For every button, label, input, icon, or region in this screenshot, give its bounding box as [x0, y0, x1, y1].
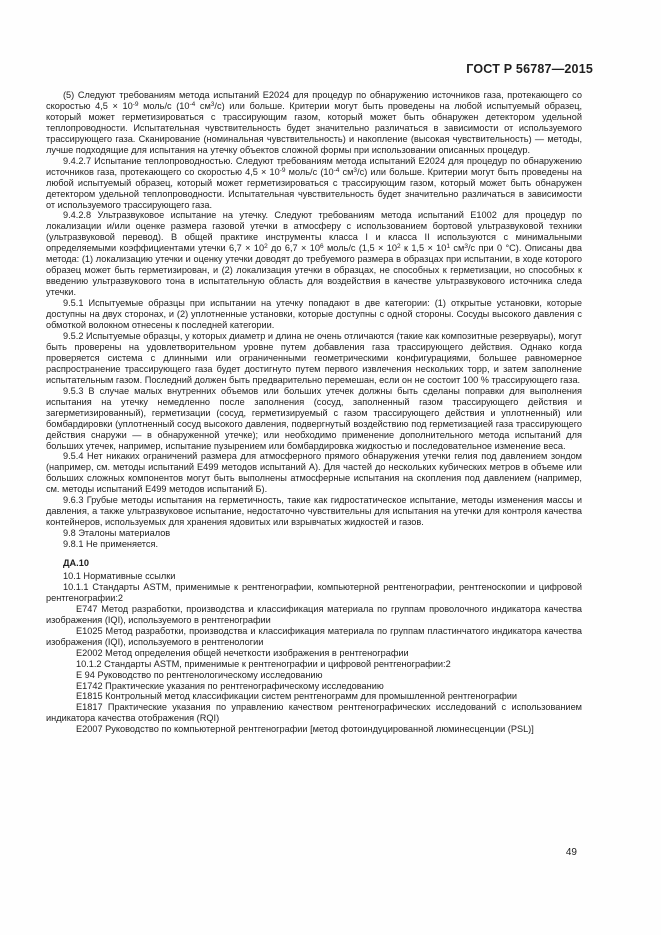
section-heading: ДА.10 — [63, 558, 89, 569]
reference-entry: Е747 Метод разработки, производства и классификация материала по группам проволочного индикатора качества изображения (IQI), используемого в рентгенографии — [46, 603, 582, 625]
reference-entry: Е2002 Метод определения общей нечеткости изображения в рентгенографии — [76, 647, 409, 658]
page-number: 49 — [565, 847, 577, 858]
paragraph: 9.4.2.8 Ультразвуковое испытание на утечку. Следуют требованиям метода испытаний Е1002 для процедур по локализации и/или оценке размера газовой утечки в атмосферу с использованием бортовой ультразвуковой техники (ультразвуковой перевод). В общей практике инструменты класса I и класса II используются с минимальными определяемыми коэффициентами утечки $6,7 \times 10^2$ до $6,7 \times 10^6$ моль/с ($1,5 \times 10^2$ к $1,5 \times 10^1$ $см^3/с$ при 0 °C). Описаны два метода: (1) локализацию утечки и оценку утечки доводят до требуемого размера в образцах при испытании, в ходе которого образец может быть герметизирован, и (2) локализация утечки в образцах, не способных к герметизации, но способных к введению ультразвукового тона в испытательную область для воздействия в качестве ультразвукового источника следа утечки. — [46, 210, 582, 298]
paragraph: 9.5.1 Испытуемые образцы при испытании на утечку попадают в две категории: (1) открытые установки, которые доступны на двух сторонах, и (2) уплотненные установки, которые доступны с одной стороны. Сосуды высокого давления с обмоткой волокном отнесены к последней категории. — [46, 298, 582, 331]
paragraph: 9.8.1 Не применяется. — [63, 539, 159, 550]
document-body — [46, 90, 582, 735]
paragraph: 10.1 Нормативные ссылки — [63, 570, 176, 581]
paragraph: 9.5.4 Нет никаких ограничений размера для атмосферного прямого обнаружения утечки гелия под давлением зондом (например, см. методы испытаний Е499 методов испытаний А). Для частей до нескольких кубических метров в объеме или больших сложных компонентов могут быть выполнены атмосферные испытания на скопления под давлением (например, см. методы испытаний Е499 методов испытаний Б). — [46, 451, 582, 495]
paragraph: 9.4.2.7 Испытание теплопроводностью. Следуют требованиям метода испытаний Е2024 для процедур по обнаружению источников газа, протекающего со скоростью $4,5 \times 10^{-9}$ моль/с ($10^{-4}$ $см^3/с$) или больше. Критерии могут быть проведены на любой испытуемый образец, который может герметизироваться с трассирующим газом, который может быть обнаружен детектором удельной теплопроводности. Испытательная чувствительность будет значительно различаться в зависимости от используемого трассирующего газа. — [46, 155, 582, 210]
reference-entry: Е 94 Руководство по рентгенологическому исследованию — [76, 669, 323, 680]
reference-entry: Е1742 Практические указания по рентгенографическому исследованию — [76, 680, 384, 691]
paragraph: 10.1.1 Стандарты ASTM, применимые к рентгенографии, компьютерной рентгенографии, рентгеноскопии и цифровой рентгенографии:2 — [46, 581, 582, 603]
paragraph: 9.8 Эталоны материалов — [63, 528, 171, 539]
reference-entry: Е1815 Контрольный метод классификации систем рентгенограмм для промышленной рентгенографии — [76, 691, 518, 702]
reference-entry: Е1025 Метод разработки, производства и классификация материала по группам пластинчатого индикатора качества изображения (IQI), используемого в рентгенологии — [46, 625, 582, 647]
paragraph: 9.5.2 Испытуемые образцы, у которых диаметр и длина не очень отличаются (такие как композитные резервуары), могут быть проверены на удовлетворительном уровне путем добавления газа трассирующего действия. Однако когда проверяется система с длинными или ограниченными геометрическими конфигурациями, большее равномерное распространение трассирующего газа будет достигнуто путем первого извлечения нескольких торр, и затем заполнение испытательным газом. Последний должен быть предварительно перемешан, если он не состоит 100 % трассирующего газа. — [46, 330, 582, 385]
paragraph: 9.6.3 Грубые методы испытания на герметичность, такие как гидростатическое испытание, методы изменения массы и давления, а также ультразвуковое испытание, недостаточно чувствительны для испытания на утечки для контроля качества контейнеров, используемых для хранения ядовитых или взрывчатых жидкостей и газов. — [46, 495, 582, 528]
reference-entry: 10.1.2 Стандарты ASTM, применимые к рентгенографии и цифровой рентгенографии:2 — [76, 658, 451, 669]
paragraph: 9.5.3 В случае малых внутренних объемов или больших утечек должны быть сделаны поправки для выполнения испытания на утечку немедленно после заполнения (сосуд, заполненный газом трассирующего действия и загерметизированный), герметизации (сосуд, герметизируемый с газом трассирующего действия и уплотненный) или бомбардировки (уплотненный сосуд высокого давления, подвергнутый воздействию под герметизацией газа трассирующего действия снаружи — в обнаруженной утечке); или необходимо применение дополнительного метода испытаний для больших утечек, например, испытание пузырением или бомбардировка жидкостью и последовательное изменение веса. — [46, 385, 582, 451]
reference-entry: Е1817 Практические указания по управлению качеством рентгенографических исследований с использованием индикатора качества отображения (RQI) — [46, 702, 582, 724]
document-standard-header: ГОСТ Р 56787—2015 — [466, 62, 593, 76]
paragraph: (5) Следуют требованиям метода испытаний Е2024 для процедур по обнаружению источников газа, протекающего со скоростью $4,5 \times 10^{-9}$ моль/с ($10^{-4}$ $см^3/с$) или больше. Критерии могут быть проведены на любой испытуемый образец, который может герметизироваться с трассирующим газом, который может быть обнаружен детектором удельной теплопроводности. Испытательная чувствительность будет значительно различаться в зависимости от используемого трассирующего газа. Сканирование (номинальная чувствительность) и накопление (высокая чувствительность) — методы, лучше подходящие для испытания на утечку объектов сложной формы при использовании описанных процедур. — [46, 90, 583, 155]
reference-entry: Е2007 Руководство по компьютерной рентгенографии [метод фотоиндуцированной люминесценции (PSL)] — [76, 724, 534, 735]
